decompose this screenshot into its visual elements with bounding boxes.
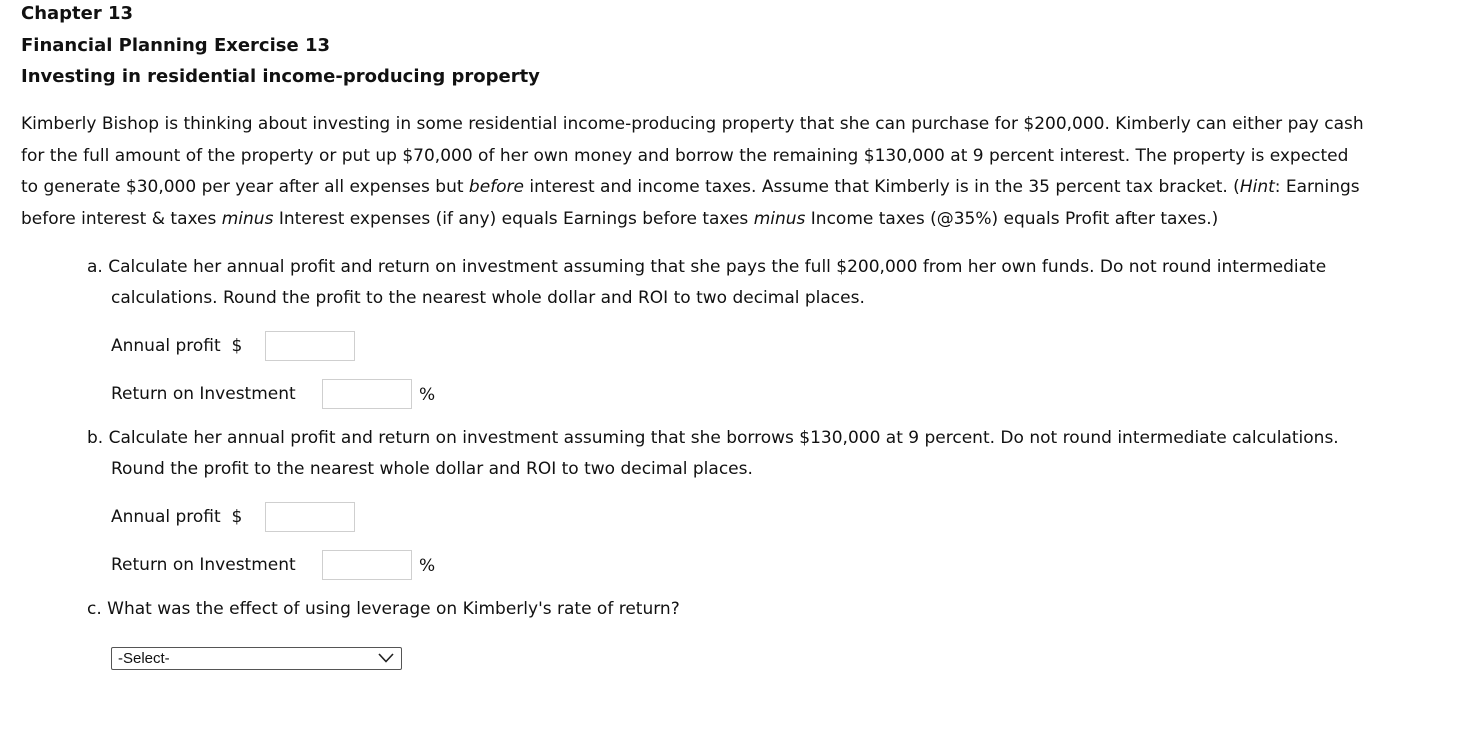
part-a-line: calculations. Round the profit to the nearest whole dollar and ROI to two decimal places. xyxy=(111,288,865,308)
part-a-percent-unit: % xyxy=(419,385,436,405)
problem-line: before interest & taxes minus Interest expenses (if any) equals Earnings before taxes minus Income taxes (@35%) equals Profit after taxes.) xyxy=(21,208,1219,229)
problem-line: for the full amount of the property or put up $70,000 of her own money and borrow the remaining $130,000 at 9 percent interest. The property is expected xyxy=(21,145,1349,166)
chapter-heading: Chapter 13 xyxy=(21,3,134,24)
part-a-question xyxy=(87,252,1326,314)
problem-line: to generate $30,000 per year after all expenses but before interest and income taxes. Assume that Kimberly is in the 35 percent tax bracket. (Hint: Earnings xyxy=(21,177,1360,197)
part-b-question xyxy=(87,423,1339,485)
part-a-line: a. Calculate her annual profit and return on investment assuming that she pays the full $200,000 from her own funds. Do not round intermediate xyxy=(87,257,1327,277)
part-b-roi-input[interactable] xyxy=(322,550,412,580)
select-value: -Select- xyxy=(118,650,170,667)
part-a-roi-input[interactable] xyxy=(322,379,412,409)
part-b-profit-label: Annual profit $ xyxy=(111,507,243,527)
topic-heading: Investing in residential income-producing property xyxy=(21,66,540,87)
chevron-down-icon xyxy=(377,652,395,664)
part-b-line: Round the profit to the nearest whole dollar and ROI to two decimal places. xyxy=(111,459,753,479)
part-b-roi-label: Return on Investment xyxy=(111,555,296,575)
part-c-question: c. What was the effect of using leverage on Kimberly's rate of return? xyxy=(87,599,680,619)
part-b-percent-unit: % xyxy=(419,556,436,576)
part-a-profit-label: Annual profit $ xyxy=(111,336,243,356)
part-b-profit-input[interactable] xyxy=(265,502,355,532)
exercise-heading: Financial Planning Exercise 13 xyxy=(21,35,331,56)
leverage-effect-select[interactable] xyxy=(111,647,402,670)
part-a-profit-input[interactable] xyxy=(265,331,355,361)
part-a-roi-label: Return on Investment xyxy=(111,384,296,404)
problem-line: Kimberly Bishop is thinking about investing in some residential income-producing property that she can purchase for $200,000. Kimberly can either pay cash xyxy=(21,114,1364,134)
part-b-line: b. Calculate her annual profit and return on investment assuming that she borrows $130,000 at 9 percent. Do not round intermediate calculations. xyxy=(87,428,1339,448)
problem-statement xyxy=(21,109,1364,235)
